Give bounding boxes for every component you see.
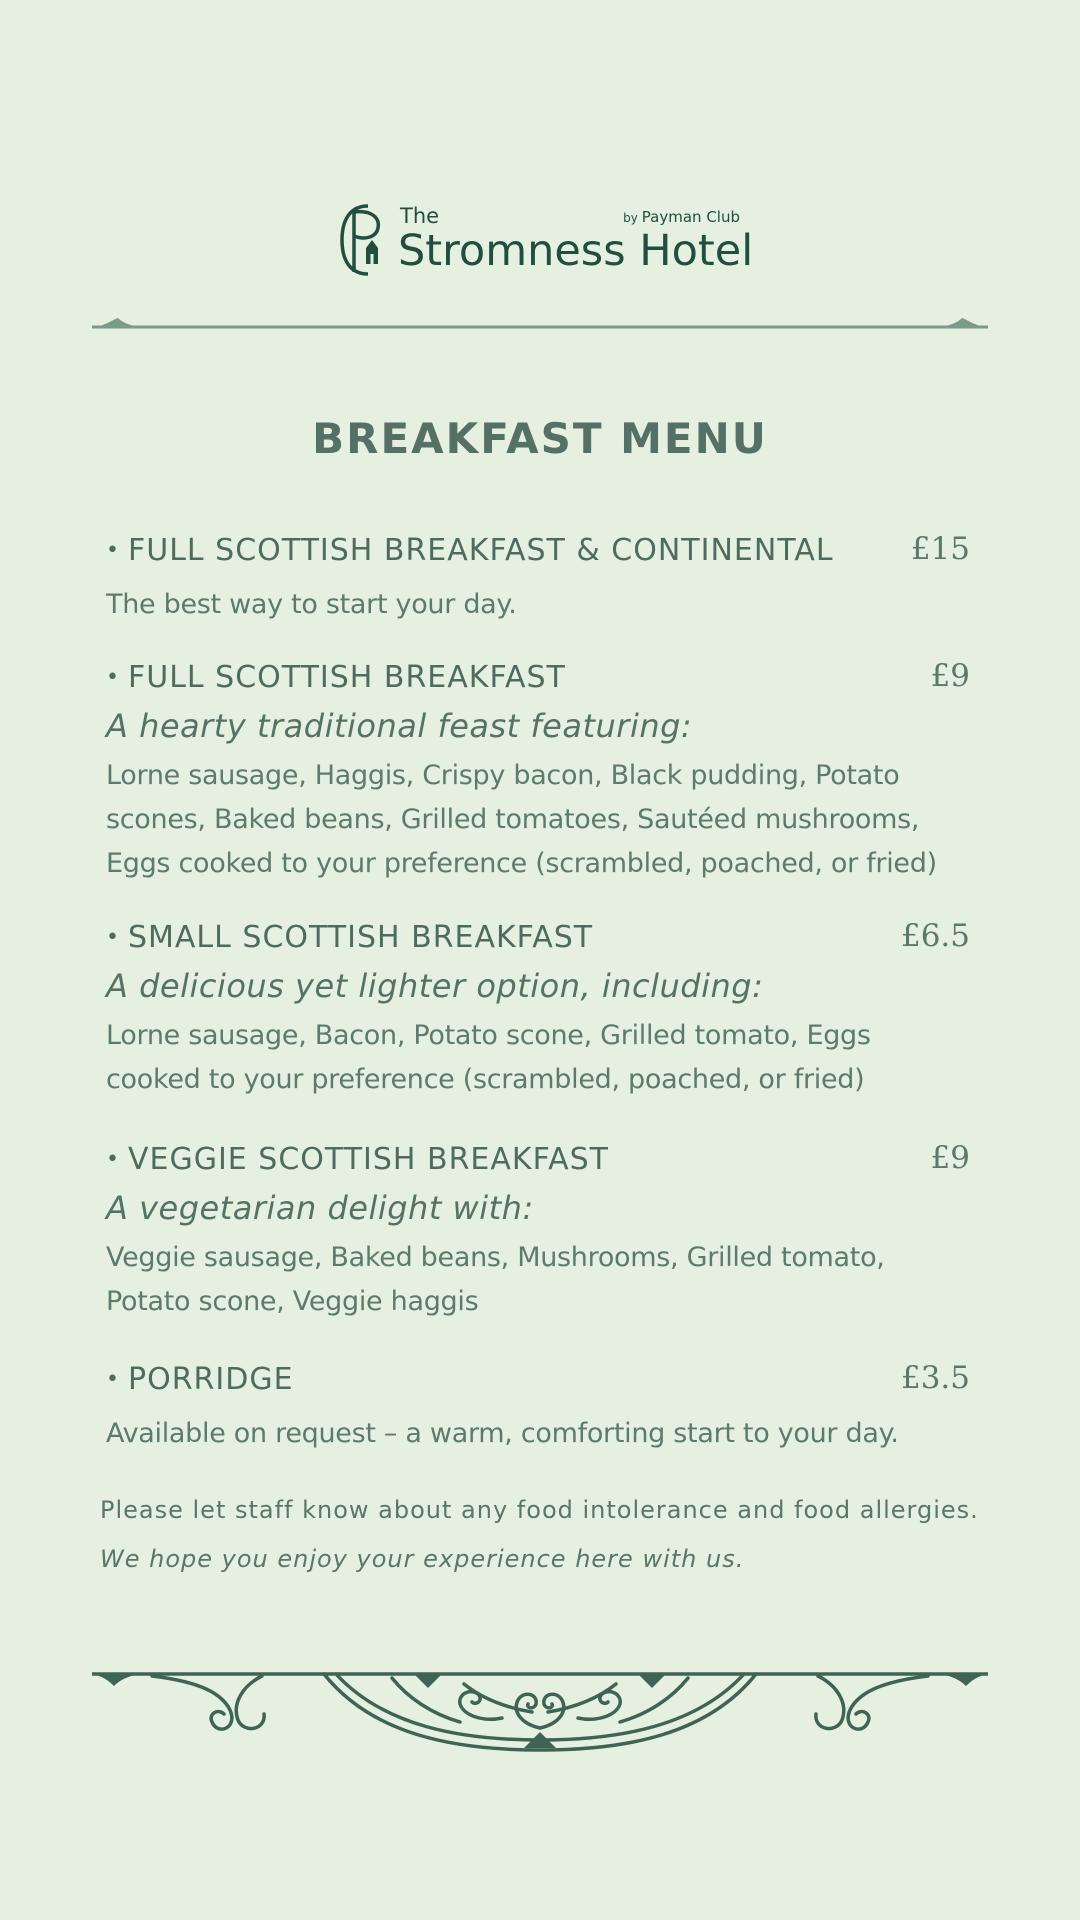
item-description: The best way to start your day. <box>106 589 517 620</box>
item-name <box>106 533 834 568</box>
menu-item-full-scottish <box>106 660 970 886</box>
bullet-icon: • <box>106 665 120 690</box>
menu-item-small-scottish <box>106 920 970 1102</box>
logo-byline <box>623 208 740 226</box>
menu-item-full-scottish-continental <box>106 533 970 627</box>
item-name <box>106 1362 294 1397</box>
item-header <box>106 1362 970 1406</box>
item-price: £15 <box>910 531 970 567</box>
allergy-note: Please let staff know about any food intolerance and food allergies. <box>100 1496 979 1524</box>
bullet-icon: • <box>106 1147 120 1172</box>
item-description: Veggie sausage, Baked beans, Mushrooms, Grilled tomato, Potato scone, Veggie haggis <box>106 1242 885 1317</box>
item-name <box>106 660 566 695</box>
item-price: £9 <box>930 658 970 694</box>
menu-item-veggie-scottish <box>106 1142 970 1324</box>
item-price: £6.5 <box>900 918 970 954</box>
item-name-text: SMALL SCOTTISH BREAKFAST <box>127 920 594 955</box>
item-description: Available on request – a warm, comforting start to your day. <box>106 1418 899 1449</box>
bullet-icon: • <box>106 925 120 950</box>
menu-title: BREAKFAST MENU <box>312 414 768 463</box>
item-header <box>106 1142 970 1186</box>
bullet-icon: • <box>106 538 120 563</box>
item-description: Lorne sausage, Bacon, Potato scone, Grilled tomato, Eggs cooked to your preference (scrambled, poached, or fried) <box>106 1020 871 1095</box>
item-price: £9 <box>930 1140 970 1176</box>
item-header <box>106 533 970 577</box>
bottom-ornament-icon <box>92 1664 988 1760</box>
item-name <box>106 920 593 955</box>
item-name-text: PORRIDGE <box>127 1362 294 1397</box>
item-lead: A vegetarian delight with: <box>106 1189 534 1227</box>
bullet-icon: • <box>106 1367 120 1392</box>
item-name-text: FULL SCOTTISH BREAKFAST <box>127 660 566 695</box>
item-header <box>106 920 970 964</box>
enjoy-note: We hope you enjoy your experience here with us. <box>100 1545 745 1573</box>
item-name-text: FULL SCOTTISH BREAKFAST & CONTINENTAL <box>127 533 834 568</box>
item-price: £3.5 <box>900 1360 970 1396</box>
item-description: Lorne sausage, Haggis, Crispy bacon, Black pudding, Potato scones, Baked beans, Grilled tomatoes, Sautéed mushrooms, Eggs cooked to your preference (scrambled, poached, or fried) <box>106 760 937 879</box>
item-header <box>106 660 970 704</box>
logo-hotel-name: Stromness Hotel <box>398 226 754 276</box>
hotel-monogram-icon <box>338 202 386 278</box>
logo-the-text: The <box>400 204 440 228</box>
item-lead: A delicious yet lighter option, including: <box>106 967 764 1005</box>
menu-item-porridge <box>106 1362 970 1456</box>
item-name-text: VEGGIE SCOTTISH BREAKFAST <box>127 1142 609 1177</box>
item-name <box>106 1142 609 1177</box>
top-divider <box>92 314 988 332</box>
hotel-logo <box>338 200 754 280</box>
item-lead: A hearty traditional feast featuring: <box>106 707 693 745</box>
logo-by-text: by <box>623 211 638 225</box>
logo-club-text: Payman Club <box>641 208 740 226</box>
